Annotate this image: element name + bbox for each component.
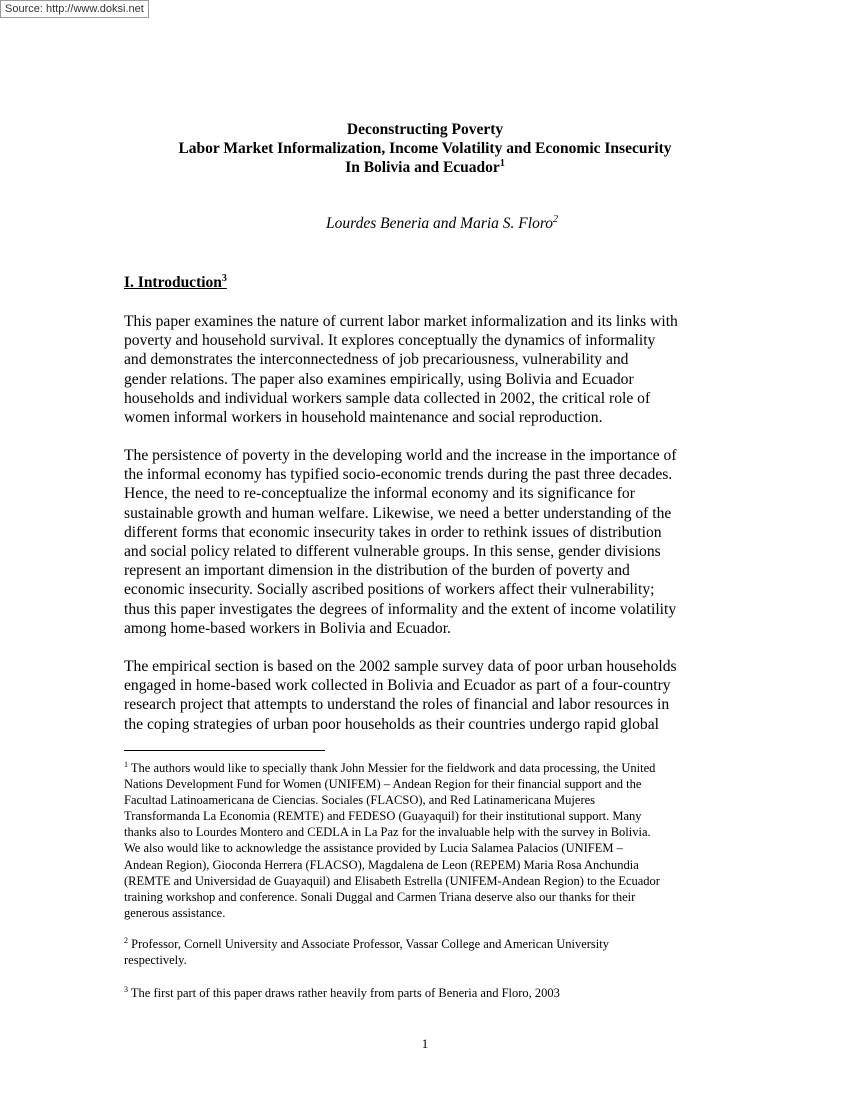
paragraph-3 [124, 657, 724, 734]
text-line: The persistence of poverty in the developing world and the increase in the importance of [124, 447, 677, 464]
footnote-line: Andean Region), Gioconda Herrera (FLACSO), Magdalena de Leon (REPEM) Maria Rosa Anchundia [124, 857, 639, 872]
text-line: research project that attempts to understand the roles of financial and labor resources in [124, 696, 670, 714]
footnote-mark: 1 [124, 759, 128, 769]
footnote-line: generous assistance. [124, 905, 226, 920]
text-line: among home-based workers in Bolivia and Ecuador. [124, 619, 451, 637]
text-line: women informal workers in household maintenance and social reproduction. [124, 408, 603, 426]
text-line: sustainable growth and human welfare. Likewise, we need a better understanding of the [124, 504, 672, 522]
footnote-ref-1: 1 [499, 157, 505, 169]
text-line: the informal economy has typified socio-economic trends during the past three decades. [124, 466, 673, 484]
text-line: represent an important dimension in the distribution of the burden of poverty and [124, 562, 630, 580]
footnote-line: thanks also to Lourdes Montero and CEDLA in La Paz for the invaluable help with the survey in Bolivia. [124, 825, 651, 840]
footnote-1 [124, 760, 734, 921]
paragraph-2 [124, 446, 724, 638]
footnote-2 [124, 936, 734, 968]
text-line: engaged in home-based work collected in Bolivia and Ecuador as part of a four-country [124, 677, 671, 695]
footnote-mark: 3 [124, 984, 128, 994]
title-line-2: Labor Market Informalization, Income Volatility and Economic Insecurity [178, 140, 672, 157]
text-line: This paper examines the nature of current labor market informalization and its links with [124, 313, 678, 330]
text-line: and social policy related to different vulnerable groups. In this sense, gender divisions [124, 542, 661, 560]
footnote-line: Transformanda La Economia (REMTE) and FEDESO (Guayaquil) for their institutional support. Many [124, 809, 642, 824]
footnote-line: Nations Development Fund for Women (UNIFEM) – Andean Region for their financial support and the [124, 777, 642, 792]
text-line: economic insecurity. Socially ascribed positions of workers affect their vulnerability; [124, 581, 655, 599]
footnote-ref-2: 2 [553, 213, 559, 225]
authors: Lourdes Beneria and Maria S. Floro$^2$ [326, 213, 559, 232]
text-line: Hence, the need to re-conceptualize the informal economy and its significance for [124, 485, 635, 503]
text-line: households and individual workers sample data collected in 2002, the critical role of [124, 389, 651, 407]
footnote-line: $^2$ Professor, Cornell University and Associate Professor, Vassar College and American University [124, 935, 609, 951]
title-line-3: In Bolivia and Ecuador$^1$ [345, 157, 505, 176]
footnote-line: training workshop and conference. Sonali Duggal and Carmen Triana deserve also our thanks for their [124, 889, 636, 904]
footnote-line: $^1$ The authors would like to specially thank John Messier for the fieldwork and data processing, the United [124, 759, 656, 775]
footnote-3 [124, 985, 734, 1001]
footnote-mark: 2 [124, 935, 128, 945]
footnote-divider [124, 750, 325, 751]
text-line: poverty and household survival. It explores conceptually the dynamics of informality [124, 332, 656, 350]
footnote-ref-3: 3 [221, 272, 227, 284]
text-line: The empirical section is based on the 2002 sample survey data of poor urban households [124, 658, 677, 675]
section-heading: I. Introduction$^3$ [124, 272, 227, 291]
text-line: thus this paper investigates the degrees of informality and the extent of income volatility [124, 600, 677, 618]
footnote-line: respectively. [124, 953, 187, 968]
title-line-1: Deconstructing Poverty [346, 121, 504, 138]
footnote-line: Facultad Latinoamericana de Ciencias. Sociales (FLACSO), and Red Latinamericana Mujeres [124, 793, 596, 808]
text-line: the coping strategies of urban poor households as their countries undergo rapid global [124, 715, 659, 733]
source-label: Source: http://www.doksi.net [0, 0, 149, 18]
document-title [0, 120, 850, 177]
footnote-line: $^3$ The first part of this paper draws rather heavily from parts of Beneria and Floro, 2003 [124, 984, 560, 1000]
text-line: gender relations. The paper also examines empirically, using Bolivia and Ecuador [124, 370, 634, 388]
page-number: 1 [421, 1036, 429, 1051]
paragraph-1 [124, 312, 724, 427]
text-line: different forms that economic insecurity takes in order to rethink issues of distribution [124, 523, 662, 541]
text-line: and demonstrates the interconnectedness of job precariousness, vulnerability and [124, 351, 629, 369]
footnote-line: We also would like to acknowledge the assistance provided by Lucia Salamea Palacios (UNIFEM – [124, 841, 623, 856]
footnote-line: (REMTE and Universidad de Guayaquil) and Elisabeth Estrella (UNIFEM-Andean Region) to the Ecuador [124, 873, 660, 888]
